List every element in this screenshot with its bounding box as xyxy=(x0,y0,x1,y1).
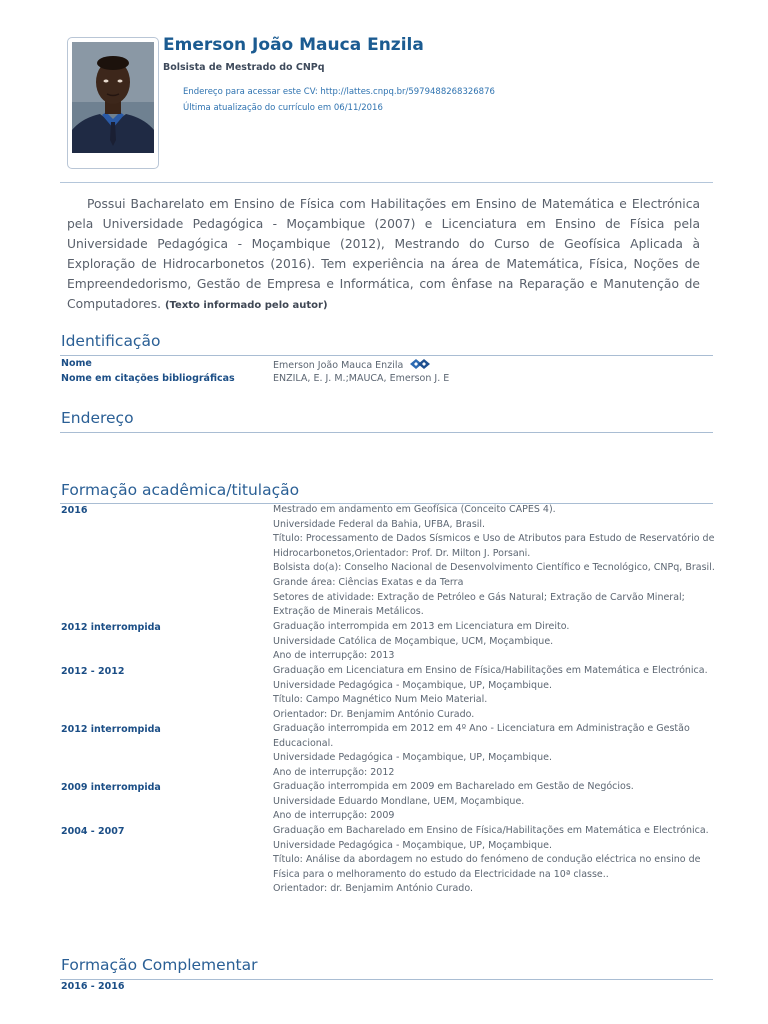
section-title-formacao: Formação acadêmica/titulação xyxy=(61,481,300,499)
section-rule xyxy=(60,432,713,433)
entry-line: Setores de atividade: Extração de Petróleo e Gás Natural; Extração de Carvão Mineral; xyxy=(273,591,685,603)
entry-line: Título: Processamento de Dados Sísmicos e Uso de Atributos para Estudo de Reservatório de xyxy=(273,533,715,545)
entry-line: Universidade Eduardo Mondlane, UEM, Moçambique. xyxy=(273,795,525,807)
entry-year: 2016 - 2016 xyxy=(61,981,125,992)
entry-details xyxy=(273,780,703,824)
entry-line: Extração de Minerais Metálicos. xyxy=(273,606,424,618)
entry-line: Ano de interrupção: 2012 xyxy=(273,766,395,778)
field-value-nome xyxy=(273,358,431,371)
entry-line: Física para o melhoramento do estudo da Electricidade na 10ª classe.. xyxy=(273,868,609,880)
entry-line: Ano de interrupção: 2013 xyxy=(273,650,395,662)
name-value-text: Emerson João Mauca Enzila xyxy=(273,360,404,371)
section-title-complementar: Formação Complementar xyxy=(61,956,258,974)
entry-line: Título: Campo Magnético Num Meio Material. xyxy=(273,694,488,706)
entry-line: Universidade Pedagógica - Moçambique, UP, Moçambique. xyxy=(273,752,552,764)
profile-photo xyxy=(72,42,154,153)
entry-line: Orientador: dr. Benjamim António Curado. xyxy=(273,883,473,895)
entry-line: Graduação em Bacharelado em Ensino de Física/Habilitações em Matemática e Electrónica. xyxy=(273,825,709,836)
entry-line: Educacional. xyxy=(273,737,334,749)
cnpq-badge-icon[interactable] xyxy=(409,358,431,370)
entry-year: 2016 xyxy=(61,505,88,516)
entry-details xyxy=(273,664,708,722)
entry-line: Universidade Federal da Bahia, UFBA, Brasil. xyxy=(273,518,486,530)
summary-text: Possui Bacharelato em Ensino de Física com Habilitações em Ensino de Matemática e Electrónica pela Universidade Pedagógica - Moçambique (2007) e Licenciatura em Ensino de Física pela Universidade Pedagógica - Moçambique (2012), Mestrando do Curso de Geofísica Aplicada à Exploração de Hidrocarbonetos (2016). Tem experiência na área de Matemática, Física, Noções de Empreendedorismo, Gestão de Empresa e Informática, com ênfase na Reparação e Manutenção de Computadores. xyxy=(67,197,700,311)
entry-year: 2009 interrompida xyxy=(61,782,161,793)
entry-details xyxy=(273,620,703,664)
entry-line: Graduação em Licenciatura em Ensino de Física/Habilitações em Matemática e Electrónica. xyxy=(273,665,708,676)
profile-subtitle: Bolsista de Mestrado do CNPq xyxy=(163,62,325,73)
entry-year: 2004 - 2007 xyxy=(61,826,125,837)
section-rule xyxy=(60,355,713,356)
entry-line: Universidade Católica de Moçambique, UCM, Moçambique. xyxy=(273,635,554,647)
section-title-endereco: Endereço xyxy=(61,409,134,427)
field-label-nome: Nome xyxy=(61,358,92,369)
header-divider xyxy=(60,182,713,183)
entry-line: Universidade Pedagógica - Moçambique, UP, Moçambique. xyxy=(273,679,552,691)
section-title-identificacao: Identificação xyxy=(61,332,161,350)
entry-details xyxy=(273,824,709,897)
section-rule xyxy=(60,979,713,980)
entry-line: Grande área: Ciências Exatas e da Terra xyxy=(273,576,464,588)
entry-line: Orientador: Dr. Benjamim António Curado. xyxy=(273,708,475,720)
cv-url-line[interactable]: Endereço para acessar este CV: http://lattes.cnpq.br/5979488268326876 xyxy=(183,87,495,97)
profile-photo-frame xyxy=(67,37,159,169)
entry-line: Ano de interrupção: 2009 xyxy=(273,810,395,822)
entry-line: Hidrocarbonetos,Orientador: Prof. Dr. Milton J. Porsani. xyxy=(273,547,531,559)
field-label-citacoes: Nome em citações bibliográficas xyxy=(61,373,235,384)
entry-line: Universidade Pedagógica - Moçambique, UP, Moçambique. xyxy=(273,839,552,851)
last-update-line: Última atualização do currículo em 06/11/2016 xyxy=(183,103,383,113)
profile-name: Emerson João Mauca Enzila xyxy=(163,35,424,55)
entry-year: 2012 interrompida xyxy=(61,622,161,633)
entry-details xyxy=(273,503,715,620)
summary-paragraph xyxy=(67,194,700,316)
field-value-citacoes: ENZILA, E. J. M.;MAUCA, Emerson J. E xyxy=(273,373,450,384)
summary-note: (Texto informado pelo autor) xyxy=(164,300,328,311)
entry-line: Mestrado em andamento em Geofísica (Conceito CAPES 4). xyxy=(273,504,556,515)
entry-year: 2012 - 2012 xyxy=(61,666,125,677)
entry-year: 2012 interrompida xyxy=(61,724,161,735)
entry-line: Graduação interrompida em 2013 em Licenciatura em Direito. xyxy=(273,621,570,632)
entry-line: Graduação interrompida em 2012 em 4º Ano - Licenciatura em Administração e Gestão xyxy=(273,723,690,734)
person-portrait-icon xyxy=(72,42,154,153)
entry-line: Título: Análise da abordagem no estudo do fenómeno de condução eléctrica no ensino de xyxy=(273,854,701,866)
entry-details xyxy=(273,722,703,780)
entry-line: Graduação interrompida em 2009 em Bacharelado em Gestão de Negócios. xyxy=(273,781,634,792)
entry-line: Bolsista do(a): Conselho Nacional de Desenvolvimento Científico e Tecnológico, CNPq, Brasil. xyxy=(273,562,715,574)
